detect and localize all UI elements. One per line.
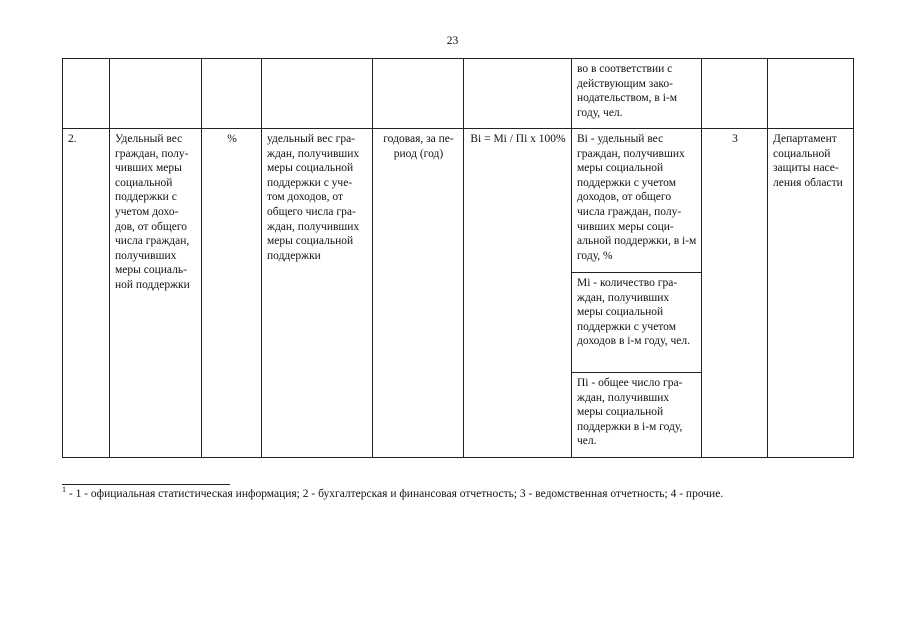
periodicity-cell: годовая, за пе-риод (год) xyxy=(373,129,464,458)
indicator-name-cell: Удельный вес граждан, полу-чивших меры социальной поддержки с учетом дохо-дов, от общего числа граждан, получивших меры социаль-ной поддержки xyxy=(110,129,202,458)
table-cell xyxy=(464,59,572,129)
variable-cell-pi: Пi - общее число гра-ждан, получивших меры социальной поддержки в i-м году, чел. xyxy=(572,373,702,458)
table-row-continuation xyxy=(63,59,854,129)
unit-cell: % xyxy=(202,129,262,458)
table-cell xyxy=(202,59,262,129)
responsible-cell: Департамент социальной защиты насе-ления области xyxy=(768,129,854,458)
definition-cell: удельный вес гра-ждан, получивших меры социальной поддержки с уче-том доходов, от общего числа гра-ждан, получивших меры социальной поддержки xyxy=(262,129,373,458)
table-cell xyxy=(702,59,768,129)
variable-cell-continued: во в соответствии с действующим зако-нодательством, в і-м году, чел. xyxy=(572,59,702,129)
footnote-text: - 1 - официальная статистическая информация; 2 - бухгалтерская и финансовая отчетность; 3 - ведомственная отчетность; 4 - прочие. xyxy=(66,488,724,500)
row-number-cell: 2. xyxy=(63,129,110,458)
table-cell xyxy=(768,59,854,129)
table-cell xyxy=(110,59,202,129)
variable-cell-mi: Мi - количество гра-ждан, получивших меры социальной поддержки с учетом доходов в i-м году, чел. xyxy=(572,273,702,373)
formula-cell: Вi = Мi / Пi х 100% xyxy=(464,129,572,458)
footnote-marker: 1 xyxy=(62,485,66,495)
indicator-table xyxy=(62,58,854,458)
variable-cell-bi: Вi - удельный вес граждан, получивших меры социальной поддержки с учетом доходов, от общего числа граждан, полу-чивших меры соци-альной поддержки, в i-м году, % xyxy=(572,129,702,273)
table-row-2 xyxy=(63,129,854,273)
table-cell xyxy=(373,59,464,129)
footnote-divider xyxy=(62,484,230,485)
table-cell xyxy=(63,59,110,129)
method-cell: 3 xyxy=(702,129,768,458)
table-cell xyxy=(262,59,373,129)
footnote xyxy=(62,487,723,502)
page-number: 23 xyxy=(446,35,459,47)
